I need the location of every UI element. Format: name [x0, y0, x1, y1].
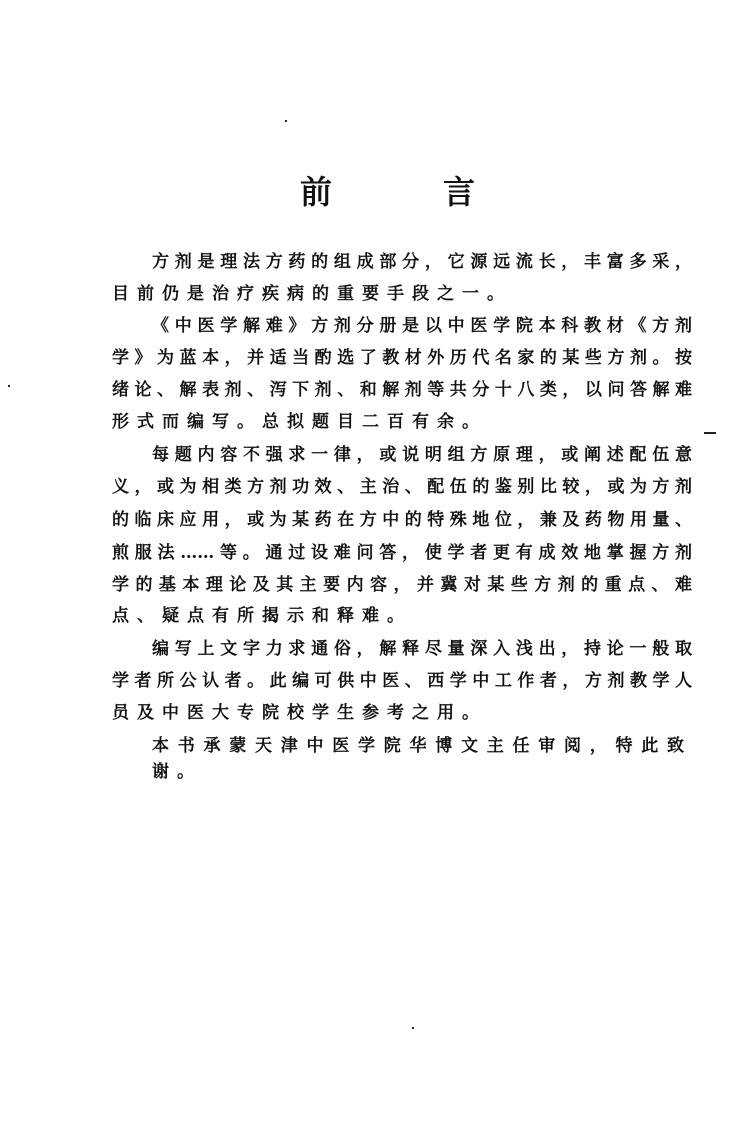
page-title: 前 言 — [300, 173, 475, 211]
text-line: 每题内容不强求一律，或说明组方原理，或阐述配伍意 — [152, 445, 692, 465]
text-line: 员及中医大专院校学生参考之用。 — [112, 703, 487, 723]
text-line: 方剂是理法方药的组成部分，它源远流长，丰富多采， — [152, 252, 692, 272]
text-line: 学者所公认者。此编可供中医、西学中工作者，方剂教学人 — [112, 671, 692, 691]
scan-mark — [8, 385, 10, 387]
text-line: 的临床应用，或为某药在方中的特殊地位，兼及药物用量、 — [112, 510, 692, 530]
text-line: 编写上文字力求通俗，解释尽量深入浅出，持论一般取 — [152, 639, 692, 659]
text-line: 形式而编写。总拟题目二百有余。 — [112, 412, 487, 432]
scan-mark — [412, 1027, 414, 1029]
text-line: 《中医学解难》方剂分册是以中医学院本科教材《方剂 — [152, 316, 692, 336]
text-line: 学的基本理论及其主要内容，并冀对某些方剂的重点、难 — [112, 575, 692, 595]
text-line: 绪论、解表剂、泻下剂、和解剂等共分十八类，以问答解难 — [112, 380, 692, 400]
text-line: 目前仍是治疗疾病的重要手段之一。 — [112, 284, 512, 304]
scan-mark — [285, 120, 287, 122]
text-line: 义，或为相类方剂功效、主治、配伍的鉴别比较，或为方剂 — [112, 477, 692, 497]
text-line: 学》为蓝本，并适当酌选了教材外历代名家的某些方剂。按 — [112, 348, 692, 368]
scan-mark — [704, 432, 716, 434]
text-line: 本书承蒙天津中医学院华博文主任审阅，特此致谢。 — [152, 736, 692, 782]
text-line: 煎服法……等。通过设难问答，使学者更有成效地掌握方剂 — [112, 543, 692, 563]
text-line: 点、疑点有所揭示和释难。 — [112, 606, 412, 626]
